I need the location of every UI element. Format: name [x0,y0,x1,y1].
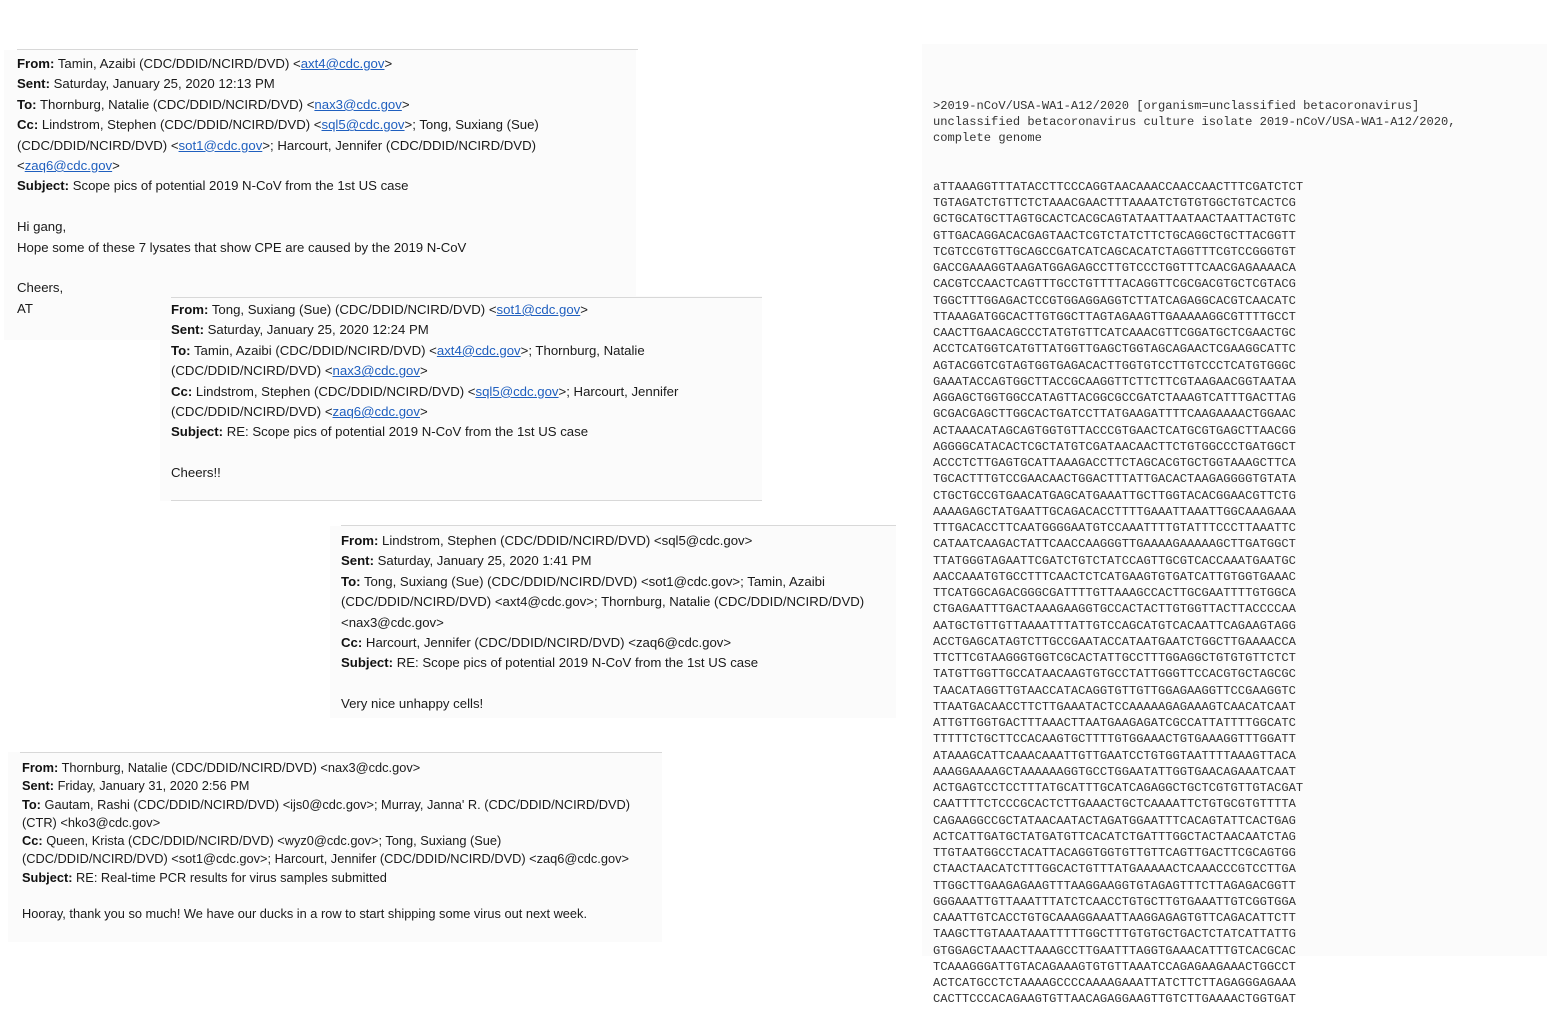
genome-sequence [933,179,1456,1008]
from-value: Tamin, Azaibi (CDC/DDID/NCIRD/DVD) < [57,56,301,71]
cc-value: Queen, Krista (CDC/DDID/NCIRD/DVD) <wyz0@cdc.gov>; Tong, Suxiang (Sue) [46,833,502,849]
sent-value: Saturday, January 25, 2020 12:13 PM [53,76,275,92]
cc-email-link[interactable]: zaq6@cdc.gov [332,403,420,419]
to-email-link[interactable]: nax3@cdc.gov [314,96,402,112]
sequence-line: CTAACTAACATCTTTGGCACTGTTTATGAAAAACTCAAACCCGTCCTTGA [933,862,1296,877]
sequence-line: GGGAAATTGTTAAATTTATCTCAACCTGTGCTTGTGAAATTGTCGGTGGA [933,894,1296,909]
email2-bottom-divider [171,500,762,501]
sequence-line: TTGGCTTGAAGAGAAGTTTAAGGAAGGTGTAGAGTTTCTTAGAGACGGTT [933,878,1296,893]
to-label: To: [171,342,191,358]
to-value: Tong, Suxiang (Sue) (CDC/DDID/NCIRD/DVD) <sot1@cdc.gov>; Tamin, Azaibi [363,573,825,589]
sequence-line: TTTGACACCTTCAATGGGGAATGTCCAAATTTTGTATTTCCCTTAAATTC [933,521,1296,535]
to-value: (CDC/DDID/NCIRD/DVD) < [171,363,333,379]
sequence-line: TATGTTGGTTGCCATAACAAGTGTGCCTATTGGGTTCCACGTGCTAGCGC [933,667,1296,682]
to-value: Thornburg, Natalie (CDC/DDID/NCIRD/DVD) < [39,96,315,112]
to-label: To: [17,96,37,112]
sequence-line: CAAATTGTCACCTGTGCAAAGGAAATTAAGGAGAGTGTTCAGACATTCTT [933,911,1296,925]
cc-value: < [17,157,25,173]
to-value: Tamin, Azaibi (CDC/DDID/NCIRD/DVD) < [193,342,437,358]
sequence-line: TGCACTTTGTCCGAACAACTGGACTTTATTGACACTAAGAGGGGTGTATA [933,472,1296,487]
cc-label: Cc: [171,383,193,399]
cc-value-cont: >; Harcourt, Jennifer (CDC/DDID/NCIRD/DVD) [262,137,536,153]
email3-to-line [341,572,864,592]
sequence-line: ATTGTTGGTGACTTTAAACTTAATGAAGAGATCGCCATTATTTTGGCATC [933,716,1296,730]
email3-to-line-2: (CDC/DDID/NCIRD/DVD) <axt4@cdc.gov>; Thornburg, Natalie (CDC/DDID/NCIRD/DVD) [341,594,865,610]
sequence-line: CAATTTTCTCCCGCACTCTTGAAACTGCTCAAAATTCTGTGCGTGTTTTA [933,797,1296,812]
to-label: To: [341,573,361,589]
email4-from-line [22,759,630,777]
to-email-link[interactable]: nax3@cdc.gov [332,363,420,379]
from-value: Tong, Suxiang (Sue) (CDC/DDID/NCIRD/DVD) < [211,302,497,317]
cc-email-link[interactable]: sql5@cdc.gov [475,383,559,399]
email-message-2 [171,300,678,484]
email2-to-line [171,341,678,361]
to-end: > [401,96,410,112]
sequence-line: CAGAAGGCCGCTATAACAATACTAGATGGAATTTCACAGTATTCACTGAG [933,813,1296,828]
sequence-line: TGGCTTTGGAGACTCCGTGGAGGAGGTCTTATCAGAGGCACGTCAACATC [933,293,1296,308]
sequence-line: AACCAAATGTGCCTTTCAACTCTCATGAAGTGTGATCATTGTGGTGAAAC [933,569,1296,584]
cc-value-cont: >; Harcourt, Jennifer [558,383,679,399]
to-value-cont: >; Thornburg, Natalie [520,342,645,358]
sequence-line: TTATGGGTAGAATTCGATCTGTCTATCCAGTTGCGTCACCAAATGAATGC [933,553,1296,568]
sequence-line: GACCGAAAGGTAAGATGGAGAGCCTTGTCCCTGGTTTCAACGAGAAAACA [933,261,1296,275]
email3-sent-line [341,551,864,571]
sequence-line: aTTAAAGGTTTATACCTTCCCAGGTAACAAACCAACCAACTTTCGATCTCT [933,179,1304,194]
email3-divider [341,525,896,526]
to-value: Gautam, Rashi (CDC/DDID/NCIRD/DVD) <ijs0@cdc.gov>; Murray, Janna' R. (CDC/DDID/NCIRD/DVD) [44,796,630,812]
cc-email-link[interactable]: zaq6@cdc.gov [24,157,113,173]
sequence-line: GCTGCATGCTTAGTGCACTCACGCAGTATAATTAATAACTAATTACTGTC [933,212,1296,227]
cc-value: Lindstrom, Stephen (CDC/DDID/NCIRD/DVD) < [195,383,476,399]
subject-value: Scope pics of potential 2019 N-CoV from the 1st US case [72,178,409,194]
email3-body-line: Very nice unhappy cells! [341,696,484,712]
sequence-line: ACTGAGTCCTCCTTTATGCATTTGCATCAGAGGCTGCTCGTGTTGTACGAT [933,781,1304,795]
genome-header-line: unclassified betacoronavirus culture isolate 2019-nCoV/USA-WA1-A12/2020, [933,114,1456,129]
sequence-line: GTTGACAGGACACGAGTAACTCGTCTATCTTCTGCAGGCTGCTTACGGTT [933,228,1296,243]
cc-label: Cc: [22,833,43,849]
genome-sequence-panel [933,65,1456,1024]
email1-divider [17,49,638,50]
sequence-line: ACTAAACATAGCAGTGGTGTTACCCGTGAACTCATGCGTGAGCTTAACGG [933,423,1296,438]
email2-cc-line-2 [171,402,678,422]
email1-body-line: Hi gang, [17,219,67,235]
sequence-line: ACTCATTGATGCTATGATGTTCACATCTGATTTGGCTACTAACAATCTAG [933,829,1296,844]
email1-cc-line-2 [17,136,539,156]
email3-to-line-3: <nax3@cdc.gov> [341,614,444,630]
sequence-line: GAAATACCAGTGGCTTACCGCAAGGTTCTTCTTCGTAAGAACGGTAATAA [933,374,1296,389]
sequence-line: TTCTTCGTAAGGGTGGTCGCACTATTGCCTTTGGAGGCTGTGTGTTCTCT [933,651,1296,665]
cc-email-link[interactable]: sql5@cdc.gov [321,117,405,133]
sent-label: Sent: [22,778,54,794]
email1-cc-line-3 [17,156,539,176]
from-end: > [384,56,393,71]
sequence-line: CATAATCAAGACTATTCAACCAAGGGTTGAAAAGAAAAAGCTTGATGGCT [933,537,1296,552]
email4-cc-line [22,832,630,850]
cc-value: Lindstrom, Stephen (CDC/DDID/NCIRD/DVD) < [41,117,322,133]
sequence-line: TTCATGGCAGACGGGCGATTTTGTTAAAGCCACTTGCGAATTTTGTGGCA [933,586,1296,600]
cc-value-cont: >; Tong, Suxiang (Sue) [404,117,539,133]
genome-header-line: >2019-nCoV/USA-WA1-A12/2020 [organism=unclassified betacoronavirus] [933,98,1420,113]
cc-value: (CDC/DDID/NCIRD/DVD) < [17,137,179,153]
from-value: Thornburg, Natalie (CDC/DDID/NCIRD/DVD) <nax3@cdc.gov> [61,760,421,775]
subject-label: Subject: [171,424,224,440]
sequence-line: ACCTCATGGTCATGTTATGGTTGAGCTGGTAGCAGAACTCGAAGGCATTC [933,342,1296,357]
from-label: From: [171,302,209,317]
sequence-line: TCAAAGGGATTGTACAGAAAGTGTGTTAAATCCAGAGAAGAAACTGGCCT [933,959,1296,974]
sequence-line: TTGTAATGGCCTACATTACAGGTGGTGTTGTTCAGTTGACTTCGCAGTGG [933,846,1296,860]
from-label: From: [22,760,59,775]
email3-cc-line [341,633,864,653]
email2-subject-line [171,422,678,442]
to-value-cont: > [419,363,428,379]
email4-sent-line [22,777,630,795]
subject-label: Subject: [17,178,70,194]
from-label: From: [17,56,55,71]
email2-from-line [171,300,678,320]
sequence-line: TTAAAGATGGCACTTGTGGCTTAGTAGAAGTTGAAAAAGGCGTTTTGCCT [933,309,1296,324]
sequence-line: GTGGAGCTAAACTTAAAGCCTTGAATTTAGGTGAAACATTTGTCACGCAC [933,943,1296,958]
sequence-line: AGGGGCATACACTCGCTATGTCGATAACAACTTCTGTGGCCCTGATGGCT [933,439,1296,454]
subject-value: RE: Real-time PCR results for virus samples submitted [76,869,387,885]
sent-label: Sent: [171,322,204,338]
email1-to-line [17,95,539,115]
to-email-link[interactable]: axt4@cdc.gov [436,342,521,358]
email1-signature: AT [17,300,33,316]
from-label: From: [341,533,379,548]
sequence-line: CTGAGAATTTGACTAAAGAAGGTGCCACTACTTGTGGTTACTTACCCCAA [933,602,1296,617]
sequence-line: AAAGGAAAAGCTAAAAAAGGTGCCTGGAATATTGGTGAACAGAAATCAAT [933,764,1296,779]
sequence-line: TGTAGATCTGTTCTCTAAACGAACTTTAAAATCTGTGTGGCTGTCACTCG [933,196,1296,210]
email4-body-line: Hooray, thank you so much! We have our ducks in a row to start shipping some virus out next week. [22,906,587,922]
sequence-line: CACGTCCAACTCAGTTTGCCTGTTTTACAGGTTCGCGACGTGCTCGTACG [933,277,1296,292]
sequence-line: TCGTCCGTGTTGCAGCCGATCATCAGCACATCTAGGTTTCGTCCGGGTGT [933,244,1296,259]
sequence-line: GCGACGAGCTTGGCACTGATCCTTATGAAGATTTTCAAGAAAACTGGAAC [933,407,1296,422]
email-message-1 [17,54,539,319]
email4-subject-line [22,869,630,887]
cc-value-cont: > [112,157,120,173]
sent-value: Friday, January 31, 2020 2:56 PM [57,778,250,794]
sequence-line: TTTTTCTGCTTCCACAAGTGCTTTTGTGGAAACTGTGAAAGGTTTGGATT [933,732,1296,747]
email4-to-line-2: (CTR) <hko3@cdc.gov> [22,814,161,830]
cc-value-cont: > [419,403,428,419]
sequence-line: AGGAGCTGGTGGCCATAGTTACGGCGCCGATCTAAAGTCATTTGACTTAG [933,391,1296,405]
email1-cc-line [17,115,539,135]
sequence-line: CACTTCCCACAGAAGTGTTAACAGAGGAAGTTGTCTTGAAAACTGGTGAT [933,992,1296,1007]
email-message-4 [22,759,630,924]
genome-header-line: complete genome [933,131,1042,145]
to-label: To: [22,796,41,812]
email-message-3 [341,531,864,715]
subject-label: Subject: [341,655,394,671]
cc-email-link[interactable]: sot1@cdc.gov [178,137,263,153]
email1-subject-line [17,176,539,196]
email4-to-line [22,796,630,814]
email2-sent-line [171,320,678,340]
sequence-line: ACCCTCTTGAGTGCATTAAAGACCTTCTAGCACGTGCTGGTAAAGCTTCA [933,456,1296,470]
genome-header [933,98,1456,147]
from-email-link[interactable]: axt4@cdc.gov [300,56,385,71]
from-value: Lindstrom, Stephen (CDC/DDID/NCIRD/DVD) <sql5@cdc.gov> [382,533,753,548]
email2-cc-line [171,382,678,402]
email3-from-line [341,531,864,551]
sequence-line: AATGCTGTTGTTAAAATTTATTGTCCAGCATGTCACAATTCAGAAGTAGG [933,618,1296,633]
sequence-line: TTAATGACAACCTTCTTGAAATACTCCAAAAAGAGAAAGTCAACATCAAT [933,699,1296,714]
sequence-line: ACCTGAGCATAGTCTTGCCGAATACCATAATGAATCTGGCTTGAAAACCA [933,634,1296,649]
sequence-line: CAACTTGAACAGCCCTATGTGTTCATCAAACGTTCGGATGCTCGAACTGC [933,326,1296,340]
email1-sent-line [17,74,539,94]
sequence-line: TAAGCTTGTAAATAAATTTTTGGCTTTGTGTGCTGACTCTATCATTATTG [933,927,1296,942]
email4-divider [20,752,662,753]
sent-value: Saturday, January 25, 2020 1:41 PM [377,553,592,569]
cc-value: (CDC/DDID/NCIRD/DVD) < [171,403,333,419]
subject-value: RE: Scope pics of potential 2019 N-CoV from the 1st US case [226,424,589,440]
from-email-link[interactable]: sot1@cdc.gov [496,302,581,317]
sent-value: Saturday, January 25, 2020 12:24 PM [207,322,429,338]
email1-body-line: Cheers, [17,280,64,296]
sequence-line: AAAAGAGCTATGAATTGCAGACACCTTTTGAAATTAAATTGGCAAAGAAA [933,504,1296,519]
email2-body-line: Cheers!! [171,465,221,481]
sequence-line: ATAAAGCATTCAAACAAATTGTTGAATCCTGTGGTAATTTTAAAGTTACA [933,748,1296,763]
subject-value: RE: Scope pics of potential 2019 N-CoV from the 1st US case [396,655,759,671]
cc-label: Cc: [17,117,39,133]
email1-body-line: Hope some of these 7 lysates that show CPE are caused by the 2019 N-CoV [17,239,467,255]
cc-label: Cc: [341,634,363,650]
from-end: > [580,302,588,317]
sent-label: Sent: [17,76,50,92]
email1-from-line [17,54,539,74]
email2-to-line-2 [171,361,678,381]
subject-label: Subject: [22,869,73,885]
sequence-line: TAACATAGGTTGTAACCATACAGGTGTTGTTGGAGAAGGTTCCGAAGGTC [933,683,1296,698]
email3-subject-line [341,653,864,673]
sequence-line: CTGCTGCCGTGAACATGAGCATGAAATTGCTTGGTACACGGAACGTTCTG [933,488,1296,503]
cc-value: Harcourt, Jennifer (CDC/DDID/NCIRD/DVD) <zaq6@cdc.gov> [365,634,732,650]
email4-cc-line-2: (CDC/DDID/NCIRD/DVD) <sot1@cdc.gov>; Harcourt, Jennifer (CDC/DDID/NCIRD/DVD) <zaq6@cdc.gov> [22,851,629,867]
sequence-line: AGTACGGTCGTAGTGGTGAGACACTTGGTGTCCTTGTCCCTCATGTGGGC [933,358,1296,373]
sent-label: Sent: [341,553,374,569]
sequence-line: ACTCATGCCTCTAAAAGCCCCAAAAGAAATTATCTTCTTAGAGGGAGAAA [933,976,1296,990]
